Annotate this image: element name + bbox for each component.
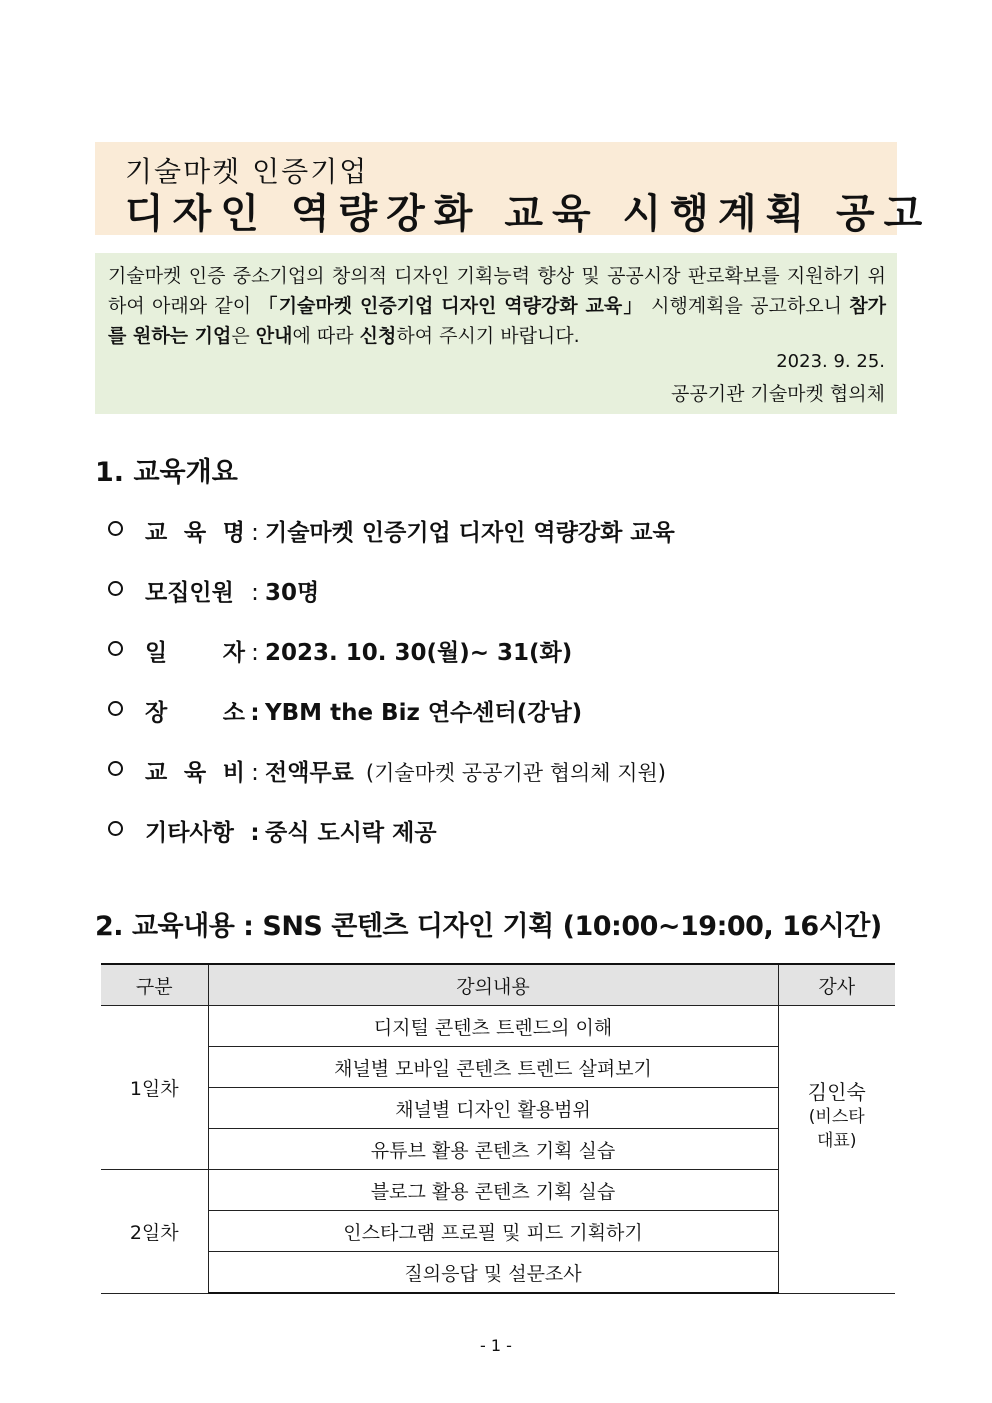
colon: : — [250, 820, 260, 846]
lecture-cell: 채널별 모바일 콘텐츠 트렌드 살펴보기 — [208, 1047, 778, 1088]
overview-item-name — [108, 514, 675, 547]
section2-heading: 2. 교육내용 : SNS 콘텐츠 디자인 기획 (10:00~19:00, 16시간) — [95, 911, 882, 942]
intro-text-4: 에 따라 — [292, 325, 360, 347]
item-label: 장 소 — [145, 700, 245, 726]
intro-text-3: 은 — [231, 325, 256, 347]
title-box — [95, 142, 932, 237]
overview-item-etc — [108, 814, 437, 847]
circle-bullet-icon — [108, 821, 123, 836]
intro-text-5: 하여 주시기 바랍니다. — [396, 325, 580, 347]
circle-bullet-icon — [108, 761, 123, 776]
lecture-cell: 채널별 디자인 활용범위 — [208, 1088, 778, 1129]
overview-item-capacity — [108, 574, 319, 607]
table-header-row — [101, 964, 895, 1006]
table-row — [101, 1170, 895, 1211]
circle-bullet-icon — [108, 641, 123, 656]
table-row — [101, 1129, 895, 1170]
intro-emph-3: 신청 — [359, 325, 397, 347]
lecture-cell: 인스타그램 프로필 및 피드 기획하기 — [208, 1211, 778, 1252]
item-label: 모집인원 — [145, 580, 234, 606]
item-label: 일 자 — [145, 640, 245, 666]
item-value: 기술마켓 인증기업 디자인 역량강화 교육 — [265, 520, 675, 546]
lecturer-affiliation: (비스타 — [808, 1106, 865, 1127]
item-value: 전액무료 — [265, 760, 354, 786]
intro-emph-1: 참가를 원하는 기업 — [108, 295, 886, 347]
lecture-cell: 블로그 활용 콘텐츠 기획 실습 — [208, 1170, 778, 1211]
lecture-cell: 질의응답 및 설문조사 — [208, 1252, 778, 1294]
item-value: YBM the Biz 연수센터(강남) — [265, 700, 583, 726]
intro-emph-2: 안내 — [255, 325, 293, 347]
item-value: 2023. 10. 30(월)~ 31(화) — [265, 640, 573, 666]
colon: : — [251, 520, 259, 546]
circle-bullet-icon — [108, 701, 123, 716]
lecture-cell: 유튜브 활용 콘텐츠 기획 실습 — [208, 1129, 778, 1170]
section1-heading: 1. 교육개요 — [95, 457, 238, 488]
lecturer-cell — [778, 1006, 895, 1294]
intro-text-2: 시행계획을 공고하오니 — [643, 295, 850, 317]
item-label: 교 육 비 — [145, 760, 245, 786]
colon: : — [251, 760, 259, 786]
table-row — [101, 1006, 895, 1047]
item-note: (기술마켓 공공기관 협의체 지원) — [365, 761, 667, 785]
page-title: 디자인 역량강화 교육 시행계획 공고 — [125, 191, 932, 237]
table-row — [101, 1088, 895, 1129]
item-value: 중식 도시락 제공 — [265, 820, 437, 846]
colon: : — [251, 640, 259, 666]
page-number: - 1 - — [480, 1336, 512, 1355]
table-header: 강사 — [778, 964, 895, 1006]
intro-text-1: 기술마켓 인증 중소기업의 창의적 디자인 기획능력 향상 및 공공시장 판로확보를 지원하기 위하여 아래와 같이 — [108, 265, 886, 317]
item-value: 30명 — [265, 580, 320, 606]
day-cell: 1일차 — [101, 1006, 208, 1170]
curriculum-table — [101, 963, 895, 1294]
intro-course-name: 「기술마켓 인증기업 디자인 역량강화 교육」 — [258, 295, 644, 317]
title-line1: 기술마켓 인증기업 — [125, 155, 369, 188]
lecturer-name: 김인숙 — [807, 1079, 866, 1104]
announcement-date: 2023. 9. 25. — [776, 351, 885, 372]
circle-bullet-icon — [108, 581, 123, 596]
table-header: 강의내용 — [208, 964, 778, 1006]
overview-item-date — [108, 634, 572, 667]
item-label: 기타사항 — [145, 820, 234, 846]
lecture-cell: 디지털 콘텐츠 트렌드의 이해 — [208, 1006, 778, 1047]
announcing-org: 공공기관 기술마켓 협의체 — [671, 383, 885, 405]
overview-item-fee — [108, 754, 666, 787]
table-row — [101, 1211, 895, 1252]
colon: : — [250, 700, 260, 726]
table-row — [101, 1047, 895, 1088]
intro-text — [108, 261, 886, 351]
table-header: 구분 — [101, 964, 208, 1006]
table-row — [101, 1252, 895, 1294]
lecturer-title: 대표) — [817, 1130, 857, 1151]
day-cell: 2일차 — [101, 1170, 208, 1294]
colon: : — [251, 580, 259, 606]
overview-item-venue — [108, 694, 582, 727]
intro-box — [95, 253, 897, 414]
circle-bullet-icon — [108, 521, 123, 536]
item-label: 교 육 명 — [145, 520, 245, 546]
